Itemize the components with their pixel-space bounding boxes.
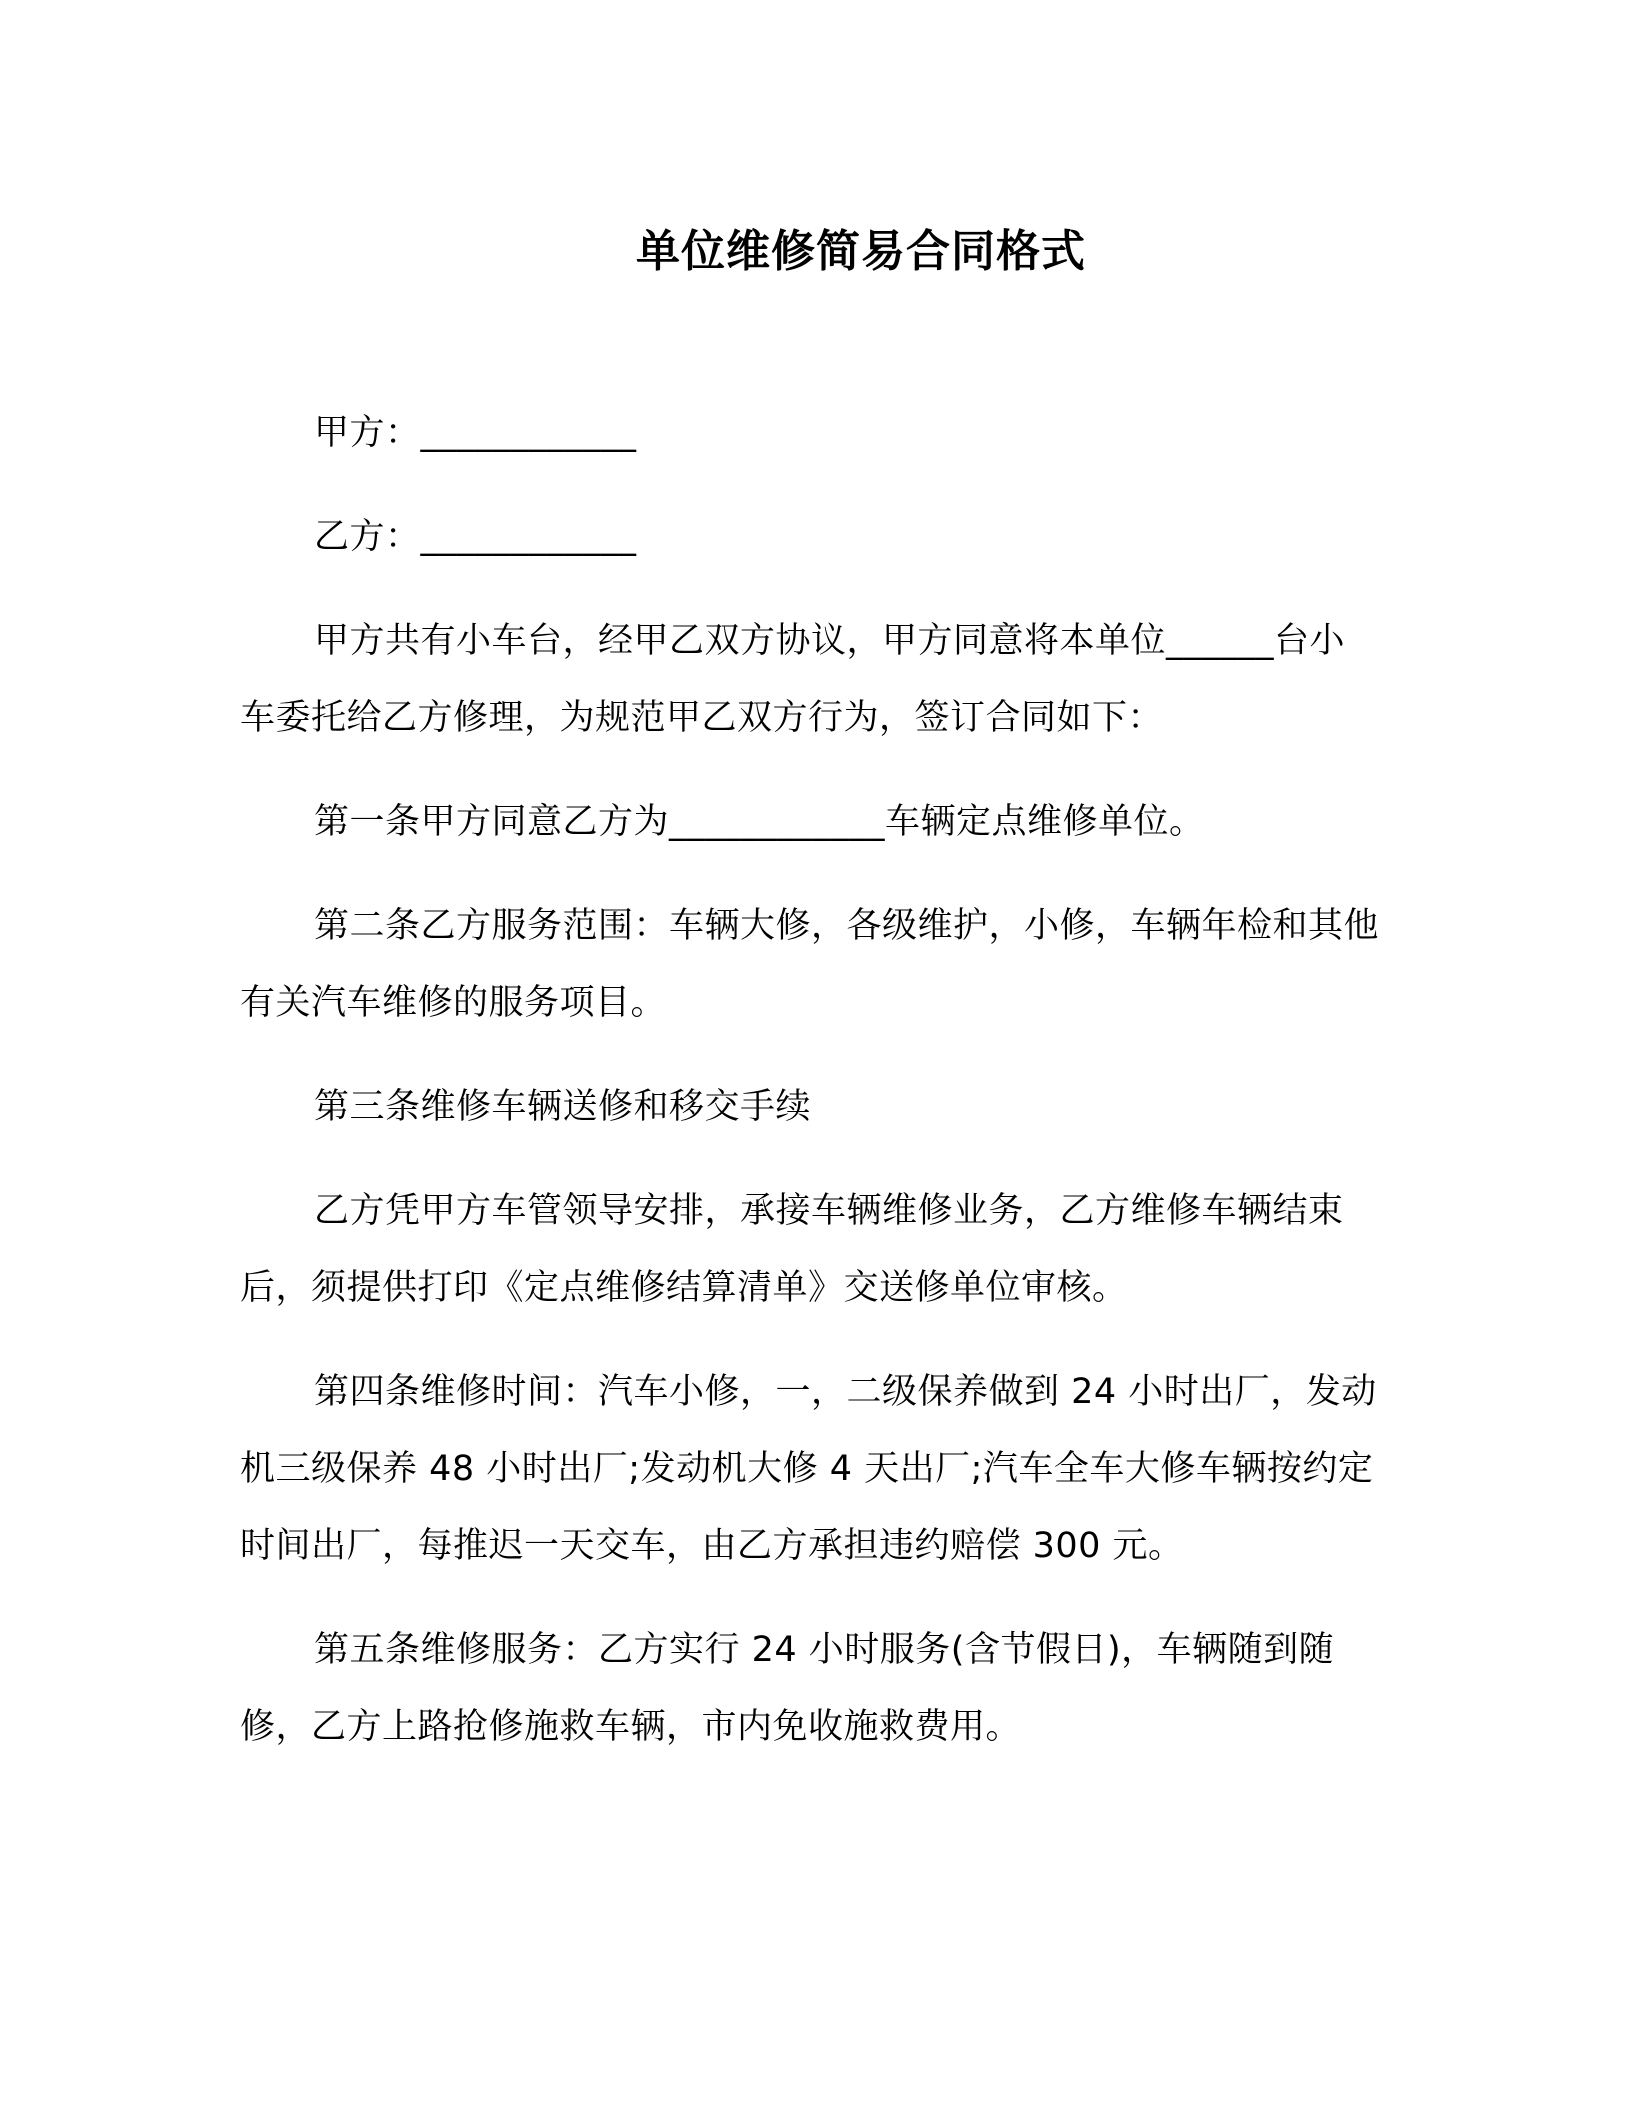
article-4: 第四条维修时间：汽车小修，一，二级保养做到 24 小时出厂，发动机三级保养 48 小时出厂;发动机大修 4 天出厂;汽车全车大修车辆按约定时间出厂，每推迟一天交车，由乙方承担违约赔偿 300 元。 xyxy=(240,1372,1377,1566)
party-b-line: 乙方：____________ xyxy=(314,517,637,557)
article-5: 第五条维修服务：乙方实行 24 小时服务(含节假日)，车辆随到随修，乙方上路抢修施救车辆，市内免收施救费用。 xyxy=(240,1630,1335,1747)
party-a-line: 甲方：____________ xyxy=(314,413,637,453)
article-3-body: 乙方凭甲方车管领导安排，承接车辆维修业务，乙方维修车辆结束后，须提供打印《定点维修结算清单》交送修单位审核。 xyxy=(240,1191,1344,1308)
document-title: 单位维修简易合同格式 xyxy=(636,226,1086,277)
intro-paragraph: 甲方共有小车台，经甲乙双方协议，甲方同意将本单位______台小车委托给乙方修理，为规范甲乙双方行为，签订合同如下： xyxy=(240,621,1346,738)
document-body xyxy=(240,395,1380,1793)
article-3-heading: 第三条维修车辆送修和移交手续 xyxy=(314,1087,812,1127)
article-2: 第二条乙方服务范围：车辆大修，各级维护，小修，车辆年检和其他有关汽车维修的服务项目。 xyxy=(240,906,1380,1023)
article-1: 第一条甲方同意乙方为____________车辆定点维修单位。 xyxy=(314,802,1205,842)
